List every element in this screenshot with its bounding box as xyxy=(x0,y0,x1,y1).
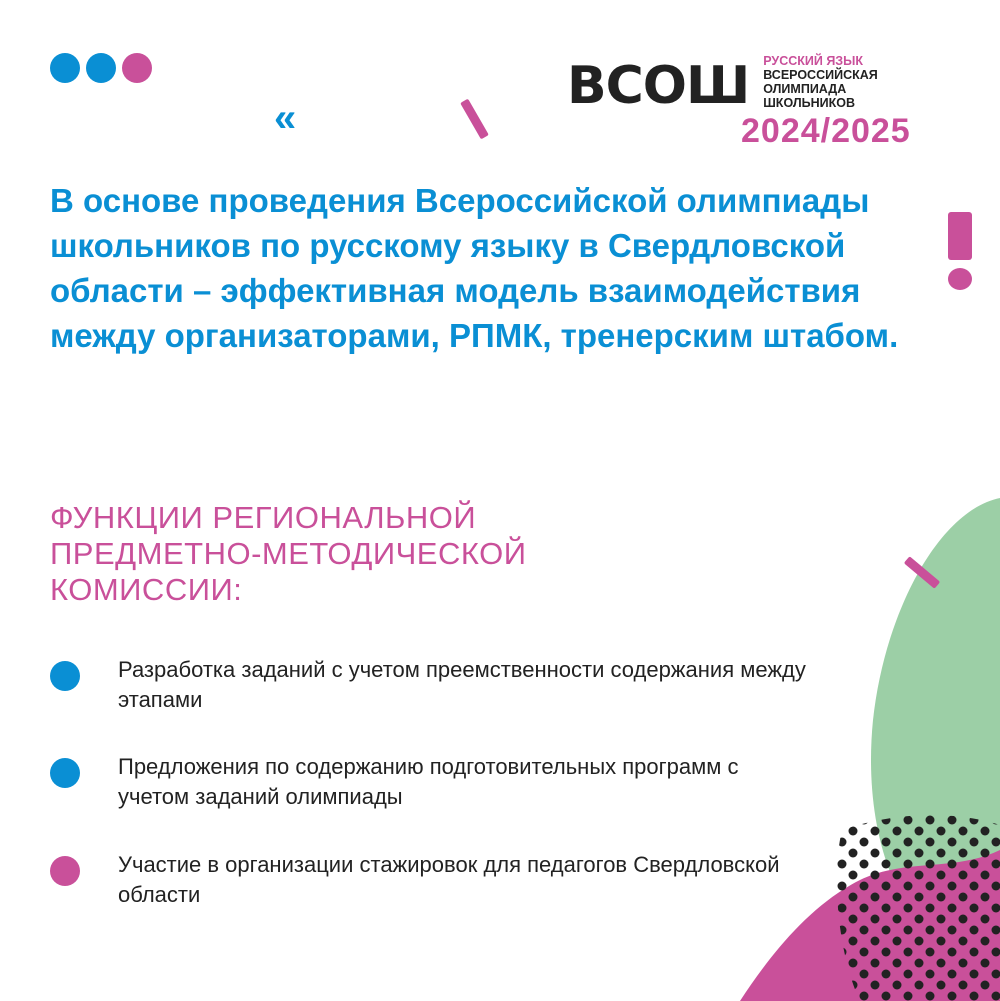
blue-dot xyxy=(86,53,116,83)
list-item xyxy=(50,752,810,812)
dotted-pattern xyxy=(837,815,1000,1001)
logo-line: ШКОЛЬНИКОВ xyxy=(763,96,855,110)
blue-dot xyxy=(50,53,80,83)
quote-mark-icon: « xyxy=(274,96,291,140)
logo-subtitle xyxy=(763,54,878,110)
bullet-icon xyxy=(50,661,80,691)
headline: В основе проведения Всероссийской олимпиады школьников по русскому языку в Свердловской области – эффективная модель взаимодействия между организаторами, РПМК, тренерским штабом. xyxy=(50,182,899,354)
bullet-icon xyxy=(50,856,80,886)
logo-line: ВСЕРОССИЙСКАЯ xyxy=(763,68,878,82)
list-item-text: Участие в организации стажировок для педагогов Свердловской области xyxy=(118,852,780,907)
logo-line: ОЛИМПИАДА xyxy=(763,82,847,96)
header-dots xyxy=(50,53,152,83)
functions-list xyxy=(50,655,810,910)
list-item xyxy=(50,655,810,715)
logo-subject: РУССКИЙ ЯЗЫК xyxy=(763,54,864,68)
list-item-text: Предложения по содержанию подготовительных программ с учетом заданий олимпиады xyxy=(118,754,739,809)
list-item-text: Разработка заданий с учетом преемственности содержания между этапами xyxy=(118,657,806,712)
bullet-icon xyxy=(50,758,80,788)
list-item xyxy=(50,850,810,910)
exclamation-icon xyxy=(948,212,972,290)
logo-word: ВСОШ xyxy=(567,56,750,116)
section-title: ФУНКЦИИ РЕГИОНАЛЬНОЙ ПРЕДМЕТНО-МЕТОДИЧЕСКОЙ КОМИССИИ: xyxy=(50,500,527,607)
olympiad-logo xyxy=(567,54,878,116)
year-label: 2024/2025 xyxy=(741,112,911,150)
pink-dot xyxy=(122,53,152,83)
